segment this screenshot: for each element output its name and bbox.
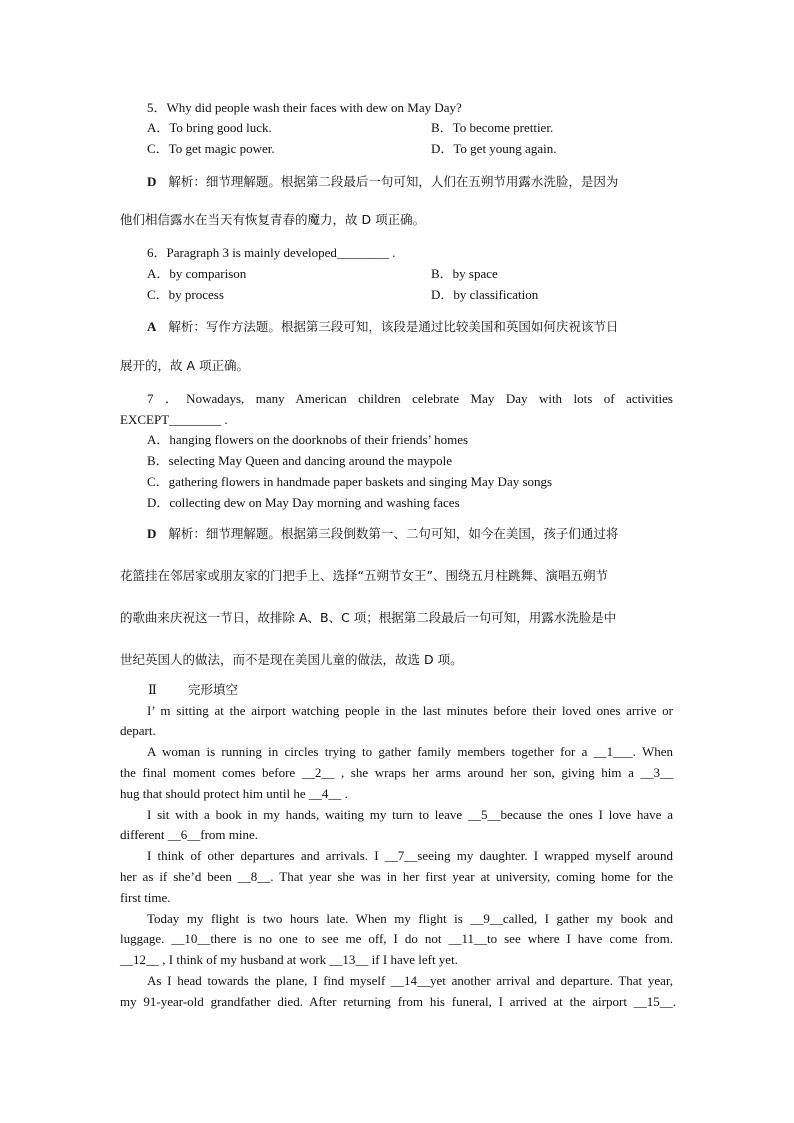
q7-option-b: B．selecting May Queen and dancing around the maypole — [147, 453, 453, 468]
q5-option-d: D．To get young again. — [431, 141, 557, 156]
passage-line: luggage. __10__there is no one to see me off, I do not __11__to see where I have come from. — [120, 931, 673, 946]
q7-explanation-2: 花篮挂在邻居家或朋友家的门把手上、选择“五朔节女王”、围绕五月柱跳舞、演唱五朔节 — [120, 568, 608, 583]
q5-option-a: A．To bring good luck. — [147, 120, 272, 135]
q7-option-a: A．hanging flowers on the doorknobs of their friends’ homes — [147, 432, 469, 447]
section-number: Ⅱ — [148, 682, 157, 697]
q6-stem: 6．Paragraph 3 is mainly developed________ . — [147, 245, 396, 260]
q5-answer: D — [147, 174, 157, 189]
q6-answer-line — [147, 319, 618, 335]
q6-answer: A — [147, 319, 157, 334]
q6-option-a: A．by comparison — [147, 266, 247, 281]
q7-stem-1: 7 ．Nowadays, many American children celebrate May Day with lots of activities — [147, 391, 673, 406]
q7-answer: D — [147, 526, 157, 541]
passage-line: I sit with a book in my hands, waiting my turn to leave __5__because the ones I love have a — [147, 807, 673, 822]
q6-option-d: D．by classification — [431, 287, 539, 302]
passage-line: different __6__from mine. — [120, 827, 259, 842]
q7-option-c: C．gathering flowers in handmade paper baskets and singing May Day songs — [147, 474, 553, 489]
passage-line: I’ m sitting at the airport watching people in the last minutes before their loved ones arrive or — [147, 703, 673, 718]
passage-line: A woman is running in circles trying to gather family members together for a __1___. When — [147, 744, 673, 759]
q5-option-c: C．To get magic power. — [147, 141, 275, 156]
q5-option-b: B．To become prettier. — [431, 120, 554, 135]
passage-line: As I head towards the plane, I find myself __14__yet another arrival and departure. That year, — [147, 973, 673, 988]
passage-line: I think of other departures and arrivals. I __7__seeing my daughter. I wrapped myself around — [147, 848, 673, 863]
q6-explanation-2: 展开的，故 A 项正确。 — [120, 358, 249, 373]
q7-explanation-1: 解析：细节理解题。根据第三段倒数第一、二句可知，如今在美国，孩子们通过将 — [168, 526, 619, 541]
q7-option-d: D．collecting dew on May Day morning and washing faces — [147, 495, 460, 510]
q6-option-b: B．by space — [431, 266, 498, 281]
passage-line: the final moment comes before __2__ , she wraps her arms around her son, giving him a __3__ — [120, 765, 673, 780]
q5-answer-line — [147, 174, 618, 190]
passage-line: her as if she’d been __8__. That year she was in her first year at university, coming home for the — [120, 869, 673, 884]
q6-option-c: C．by process — [147, 287, 224, 302]
q7-stem-2: EXCEPT________ . — [120, 412, 228, 427]
q5-explanation-2: 他们相信露水在当天有恢复青春的魔力，故 D 项正确。 — [120, 212, 426, 227]
q7-answer-line — [147, 526, 618, 542]
q7-explanation-3: 的歌曲来庆祝这一节日，故排除 A、B、C 项；根据第二段最后一句可知，用露水洗脸是中 — [120, 610, 617, 625]
passage-line: Today my flight is two hours late. When my flight is __9__called, I gather my book and — [147, 911, 673, 926]
q5-stem: 5．Why did people wash their faces with dew on May Day? — [147, 100, 462, 115]
passage-line: __12__ , I think of my husband at work __13__ if I have left yet. — [120, 952, 458, 967]
q5-explanation-1: 解析：细节理解题。根据第二段最后一句可知，人们在五朔节用露水洗脸，是因为 — [168, 174, 619, 189]
passage-line: depart. — [120, 723, 156, 738]
section-title: 完形填空 — [188, 682, 239, 697]
q7-explanation-4: 世纪英国人的做法，而不是现在美国儿童的做法，故选 D 项。 — [120, 652, 463, 667]
passage-line: my 91-year-old grandfather died. After returning from his funeral, I arrived at the airport __15__. — [120, 994, 676, 1009]
passage-line: first time. — [120, 890, 171, 905]
passage-line: hug that should protect him until he __4__ . — [120, 786, 348, 801]
q6-explanation-1: 解析：写作方法题。根据第三段可知，该段是通过比较美国和英国如何庆祝该节日 — [168, 319, 619, 334]
